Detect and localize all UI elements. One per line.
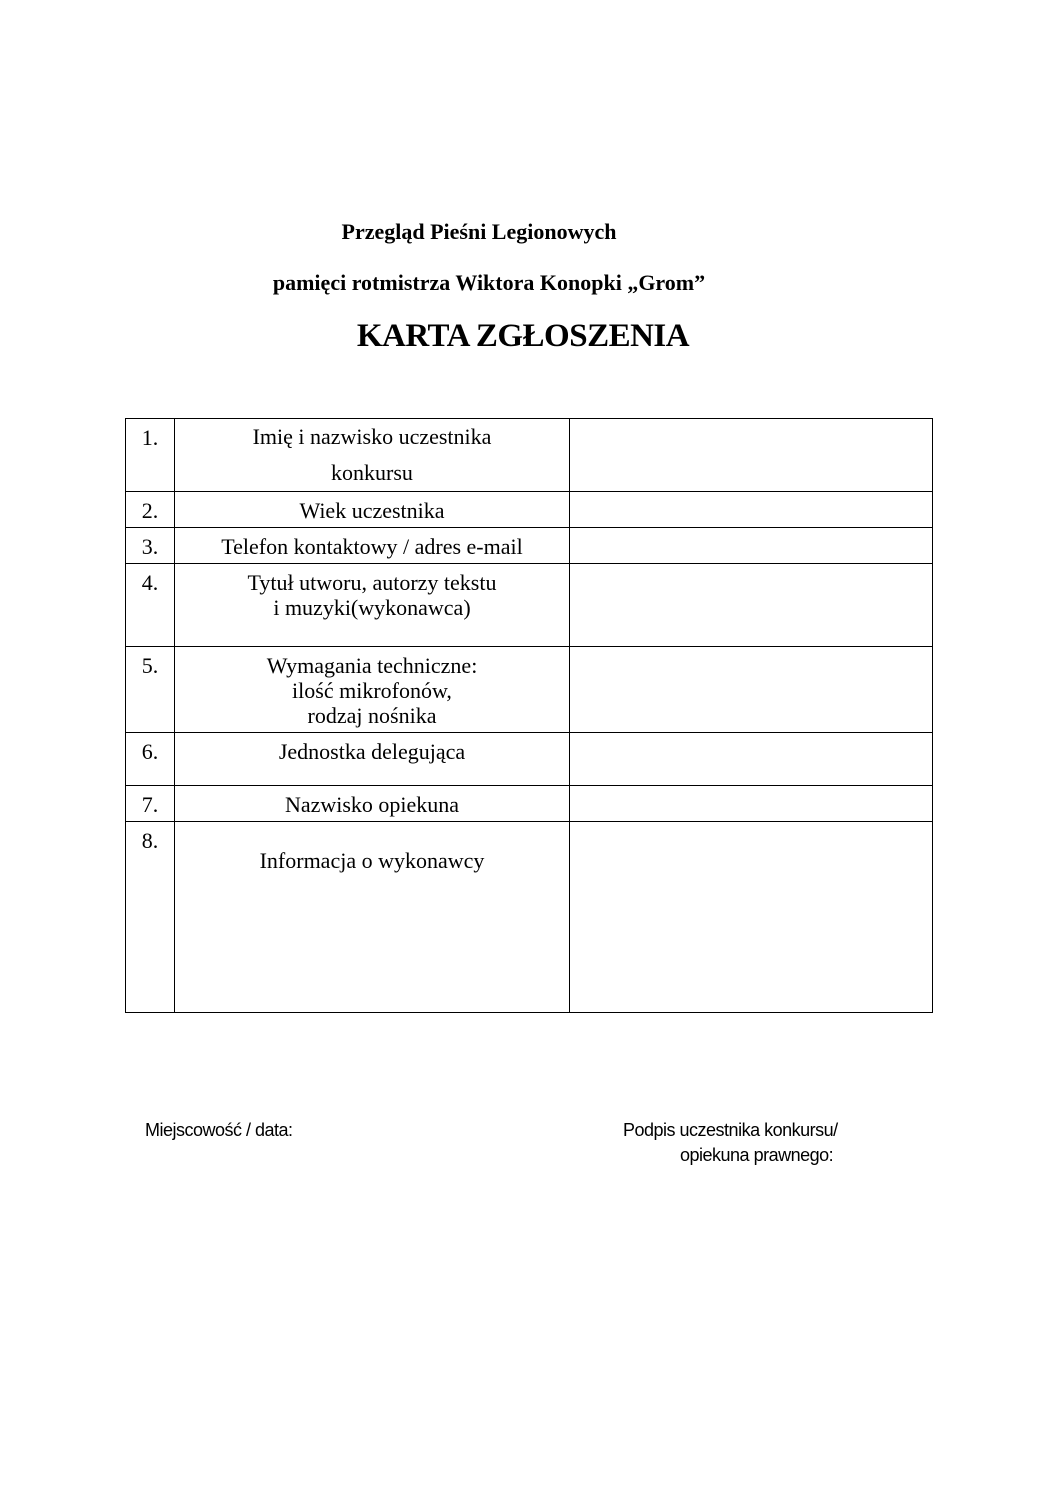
registration-table bbox=[125, 418, 933, 1013]
place-date-label: Miejscowość / data: bbox=[145, 1120, 293, 1140]
table-row bbox=[126, 564, 933, 647]
row-label bbox=[175, 733, 570, 786]
row-label-line: konkursu bbox=[331, 460, 413, 485]
table-row bbox=[126, 786, 933, 822]
row-label-line: rodzaj nośnika bbox=[307, 703, 437, 728]
row-label bbox=[175, 564, 570, 647]
row-label-line: Wiek uczestnika bbox=[299, 498, 445, 523]
row-label bbox=[175, 647, 570, 733]
row-label-line: Jednostka delegująca bbox=[278, 739, 466, 764]
signature-label-line-1: Podpis uczestnika konkursu/ bbox=[623, 1120, 838, 1140]
performer-info-field[interactable] bbox=[570, 822, 933, 1013]
table-row bbox=[126, 528, 933, 564]
delegating-unit-field[interactable] bbox=[570, 733, 933, 786]
row-number: 7. bbox=[126, 786, 175, 822]
row-label-line: Nazwisko opiekuna bbox=[284, 792, 460, 817]
row-label-line: Imię i nazwisko uczestnika bbox=[252, 424, 492, 449]
table-row bbox=[126, 647, 933, 733]
contact-field[interactable] bbox=[570, 528, 933, 564]
table-row bbox=[126, 822, 933, 1013]
form-title: KARTA ZGŁOSZENIA bbox=[356, 318, 690, 354]
row-label bbox=[175, 822, 570, 1013]
row-label-line: Telefon kontaktowy / adres e-mail bbox=[221, 534, 523, 559]
row-number: 4. bbox=[126, 564, 175, 647]
row-label-line: Wymagania techniczne: bbox=[266, 653, 478, 678]
row-label-line: Informacja o wykonawcy bbox=[259, 848, 485, 873]
technical-requirements-field[interactable] bbox=[570, 647, 933, 733]
participant-age-field[interactable] bbox=[570, 492, 933, 528]
table-row bbox=[126, 419, 933, 492]
header-line-2: pamięci rotmistrza Wiktora Konopki „Grom” bbox=[272, 270, 706, 295]
row-label-line: ilość mikrofonów, bbox=[292, 678, 452, 703]
row-number: 2. bbox=[126, 492, 175, 528]
table-row bbox=[126, 733, 933, 786]
row-label bbox=[175, 786, 570, 822]
guardian-name-field[interactable] bbox=[570, 786, 933, 822]
song-title-field[interactable] bbox=[570, 564, 933, 647]
row-number: 8. bbox=[126, 822, 175, 1013]
row-number: 1. bbox=[126, 419, 175, 492]
row-label bbox=[175, 528, 570, 564]
header-line-1: Przegląd Pieśni Legionowych bbox=[341, 219, 617, 244]
table-row bbox=[126, 492, 933, 528]
row-label bbox=[175, 419, 570, 492]
participant-name-field[interactable] bbox=[570, 419, 933, 492]
row-label bbox=[175, 492, 570, 528]
row-number: 6. bbox=[126, 733, 175, 786]
row-label-line: Tytuł utworu, autorzy tekstu bbox=[247, 570, 497, 595]
signature-label-line-2: opiekuna prawnego: bbox=[680, 1145, 834, 1165]
row-number: 5. bbox=[126, 647, 175, 733]
row-label-line: i muzyki(wykonawca) bbox=[273, 595, 471, 620]
row-number: 3. bbox=[126, 528, 175, 564]
